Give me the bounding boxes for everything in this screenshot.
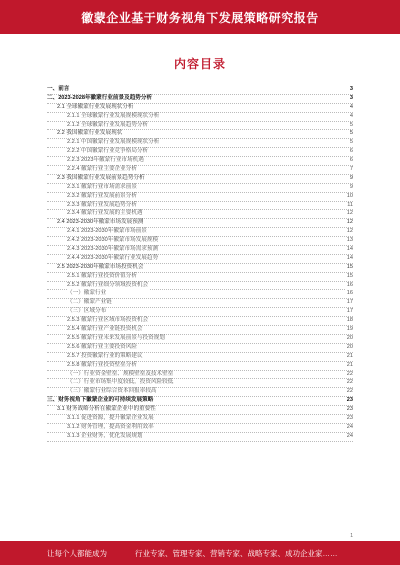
toc-entry-text: 3.1.2 财务管理，提高资金利用效率 bbox=[67, 423, 154, 430]
toc-entry-page: 12 bbox=[346, 228, 353, 235]
toc-entry-page: 17 bbox=[346, 299, 353, 306]
toc-entry-page: 11 bbox=[347, 201, 353, 208]
toc-entry-text: 三、财务视角下徽蒙企业的可持续发展策略 bbox=[47, 397, 154, 404]
toc-entry-page: 24 bbox=[346, 423, 353, 430]
toc-entry-page: 15 bbox=[346, 263, 353, 270]
toc-entry[interactable] bbox=[47, 353, 353, 362]
toc-entry-text: 3.1.1 促进资源，提升徽蒙企业发展 bbox=[67, 414, 154, 421]
toc-entry-page: 15 bbox=[346, 272, 353, 279]
toc-entry[interactable] bbox=[47, 397, 353, 406]
toc-entry[interactable] bbox=[47, 308, 353, 317]
toc-entry[interactable] bbox=[47, 86, 353, 95]
toc-entry-page: 6 bbox=[349, 148, 353, 155]
toc-entry-page: 24 bbox=[346, 432, 353, 439]
toc-heading: 内容目录 bbox=[173, 57, 226, 71]
toc-entry-page: 21 bbox=[346, 352, 353, 359]
toc-entry-text: 2.4.2 2023-2030年徽蒙市场发展规模 bbox=[67, 237, 159, 244]
toc-entry-page: 10 bbox=[346, 192, 353, 199]
toc-entry[interactable] bbox=[47, 433, 353, 442]
toc-entry-text: 2.3.1 徽蒙行业市场需求前景 bbox=[67, 183, 137, 190]
toc-entry-page: 23 bbox=[346, 406, 353, 413]
toc-entry-page: 5 bbox=[349, 121, 353, 128]
toc-entry-text: 3.1 财务战略分析在徽蒙企业中的重要性 bbox=[57, 406, 156, 413]
toc-entry-page: 17 bbox=[346, 308, 353, 315]
toc-entry[interactable] bbox=[47, 388, 353, 397]
toc-entry-page: 14 bbox=[346, 254, 353, 261]
toc-entry[interactable] bbox=[47, 166, 353, 175]
toc-entry-page: 19 bbox=[346, 326, 353, 333]
toc-entry[interactable] bbox=[47, 139, 353, 148]
toc-entry-text: 2.2.3 2023年徽蒙行业市场机遇 bbox=[67, 157, 144, 164]
toc-entry-page: 5 bbox=[349, 139, 353, 146]
toc-entry-page: 12 bbox=[346, 210, 353, 217]
toc-entry[interactable] bbox=[47, 379, 353, 388]
toc-entry-page: 16 bbox=[346, 281, 353, 288]
toc-entry-text: 2.5.4 徽蒙行业产业链投资机会 bbox=[67, 326, 143, 333]
toc-entry-page: 9 bbox=[349, 174, 353, 181]
toc-entry-page: 3 bbox=[349, 94, 353, 101]
toc-entry-text: 2.3.3 徽蒙行业发展趋势分析 bbox=[67, 201, 137, 208]
toc-entry-text: 2.2 我国徽蒙行业发展现状 bbox=[57, 130, 123, 137]
toc-entry-text: 2.2.4 徽蒙行业主要企业分析 bbox=[67, 166, 137, 173]
toc-entry[interactable] bbox=[47, 193, 353, 202]
toc-entry-text: 二、2023-2028年徽蒙行业前景及趋势分析 bbox=[47, 94, 153, 101]
toc-entry-page: 21 bbox=[346, 361, 353, 368]
toc-entry[interactable] bbox=[47, 255, 353, 264]
toc-entry-page: 3 bbox=[349, 86, 353, 92]
toc-entry-text: 2.5.5 徽蒙行业未来发展前景与投资规划 bbox=[67, 334, 165, 341]
toc-entry-text: （二）行业市场集中度较低，投资风险较低 bbox=[67, 379, 174, 386]
toc-entry-text: 2.3.4 徽蒙行业发展的主要机遇 bbox=[67, 210, 143, 217]
toc-entry-text: 2.5.6 徽蒙行业主要投资风险 bbox=[67, 343, 137, 350]
toc-entry-page: 9 bbox=[349, 183, 353, 190]
toc-entry-text: 2.5.1 徽蒙行业投资价值分析 bbox=[67, 272, 137, 279]
toc-entry-page: 23 bbox=[346, 397, 353, 404]
toc-entry-page: 12 bbox=[346, 219, 353, 226]
toc-entry-page: 7 bbox=[349, 166, 353, 173]
toc-entry[interactable] bbox=[47, 104, 353, 113]
toc-entry-text: 2.2.1 中国徽蒙行业发展规模现状分析 bbox=[67, 139, 160, 146]
toc-entry[interactable] bbox=[47, 335, 353, 344]
toc-entry-page: 14 bbox=[346, 246, 353, 253]
toc-entry[interactable] bbox=[47, 273, 353, 282]
toc-entry-page: 16 bbox=[346, 290, 353, 297]
toc-entry-page: 23 bbox=[346, 414, 353, 421]
toc-entry-text: （一）徽蒙行业 bbox=[67, 290, 107, 297]
toc-entry[interactable] bbox=[47, 344, 353, 353]
toc-entry-text: 2.3.2 徽蒙行业发展前景分析 bbox=[67, 192, 137, 199]
toc-entry[interactable] bbox=[47, 246, 353, 255]
toc-entry-text: 2.5.3 徽蒙行业区域市场投资机会 bbox=[67, 317, 149, 324]
toc-entry[interactable] bbox=[47, 415, 353, 424]
toc-entry-page: 22 bbox=[346, 370, 353, 377]
footer-bar bbox=[0, 541, 400, 565]
footer-slogan: 让每个人都能成为 bbox=[47, 549, 107, 558]
toc-entry-text: 2.3 我国徽蒙行业发展前景趋势分析 bbox=[57, 174, 145, 181]
footer-roles: 行业专家、管理专家、营销专家、战略专家、成功企业家…… bbox=[135, 549, 338, 558]
toc-entry-text: 2.2.2 中国徽蒙行业竞争格局分析 bbox=[67, 148, 149, 155]
toc-entry[interactable] bbox=[47, 264, 353, 273]
toc-entry-text: 2.4.4 2023-2030年徽蒙行业发展趋势 bbox=[67, 254, 159, 261]
toc-entry[interactable] bbox=[47, 317, 353, 326]
toc-entry[interactable] bbox=[47, 130, 353, 139]
toc-entry-text: （三）徽蒙行业综合资本回报率较高 bbox=[67, 388, 157, 395]
toc-entry[interactable] bbox=[47, 175, 353, 184]
toc-entry-page: 5 bbox=[349, 130, 353, 137]
toc-entry-text: 2.1.2 全球徽蒙行业发展趋势分析 bbox=[67, 121, 149, 128]
toc-entry[interactable] bbox=[47, 326, 353, 335]
toc-entry[interactable] bbox=[47, 228, 353, 237]
header-bar bbox=[0, 0, 400, 34]
toc-entry-page: 4 bbox=[349, 112, 353, 119]
page-number: 1 bbox=[350, 533, 353, 539]
toc-entry-text: 2.5.2 徽蒙行业细分领域投资机会 bbox=[67, 281, 149, 288]
toc-entry-page: 20 bbox=[346, 343, 353, 350]
toc-entry[interactable] bbox=[47, 237, 353, 246]
toc-entry-text: 2.4 2023-2030年徽蒙市场发展预测 bbox=[57, 219, 144, 226]
toc-entry-text: 2.5.7 投资徽蒙行业的策略建议 bbox=[67, 352, 143, 359]
toc-entry[interactable] bbox=[47, 113, 353, 122]
toc-entry-page: 4 bbox=[349, 103, 353, 110]
toc-entry-text: （三）区域分布 bbox=[67, 308, 107, 315]
toc-entry-page: 22 bbox=[346, 388, 353, 395]
table-of-contents bbox=[47, 86, 353, 442]
toc-entry-text: （一）行业资金壁垒、规模壁垒及技术壁垒 bbox=[67, 370, 174, 377]
toc-entry[interactable] bbox=[47, 184, 353, 193]
toc-entry-text: 2.5 2023-2030年徽蒙市场投资机会 bbox=[57, 263, 144, 270]
toc-entry[interactable] bbox=[47, 219, 353, 228]
toc-entry-text: 2.5.8 徽蒙行业投资壁垒分析 bbox=[67, 361, 137, 368]
toc-entry-text: 一、前言 bbox=[47, 86, 70, 92]
toc-entry-page: 13 bbox=[346, 237, 353, 244]
toc-entry-text: 2.4.3 2023-2030年徽蒙市场需求预测 bbox=[67, 246, 159, 253]
toc-entry[interactable] bbox=[47, 299, 353, 308]
toc-entry-text: 2.4.1 2023-2030年徽蒙市场前景 bbox=[67, 228, 147, 235]
document-title: 徽蒙企业基于财务视角下发展策略研究报告 bbox=[81, 11, 319, 25]
toc-entry[interactable] bbox=[47, 95, 353, 104]
toc-entry[interactable] bbox=[47, 406, 353, 415]
toc-entry-text: 2.1 全球徽蒙行业发展现状分析 bbox=[57, 103, 134, 110]
toc-entry[interactable] bbox=[47, 157, 353, 166]
toc-entry-text: 3.1.3 企业财务，优化发展规划 bbox=[67, 432, 143, 439]
toc-entry[interactable] bbox=[47, 424, 353, 433]
toc-entry[interactable] bbox=[47, 362, 353, 371]
toc-entry[interactable] bbox=[47, 148, 353, 157]
toc-entry-text: 2.1.1 全球徽蒙行业发展规模现状分析 bbox=[67, 112, 160, 119]
toc-entry-page: 20 bbox=[346, 334, 353, 341]
toc-entry-page: 6 bbox=[349, 157, 353, 164]
toc-entry-text: （二）徽蒙产业链 bbox=[67, 299, 112, 306]
toc-entry-page: 22 bbox=[346, 379, 353, 386]
toc-entry-page: 18 bbox=[346, 317, 353, 324]
